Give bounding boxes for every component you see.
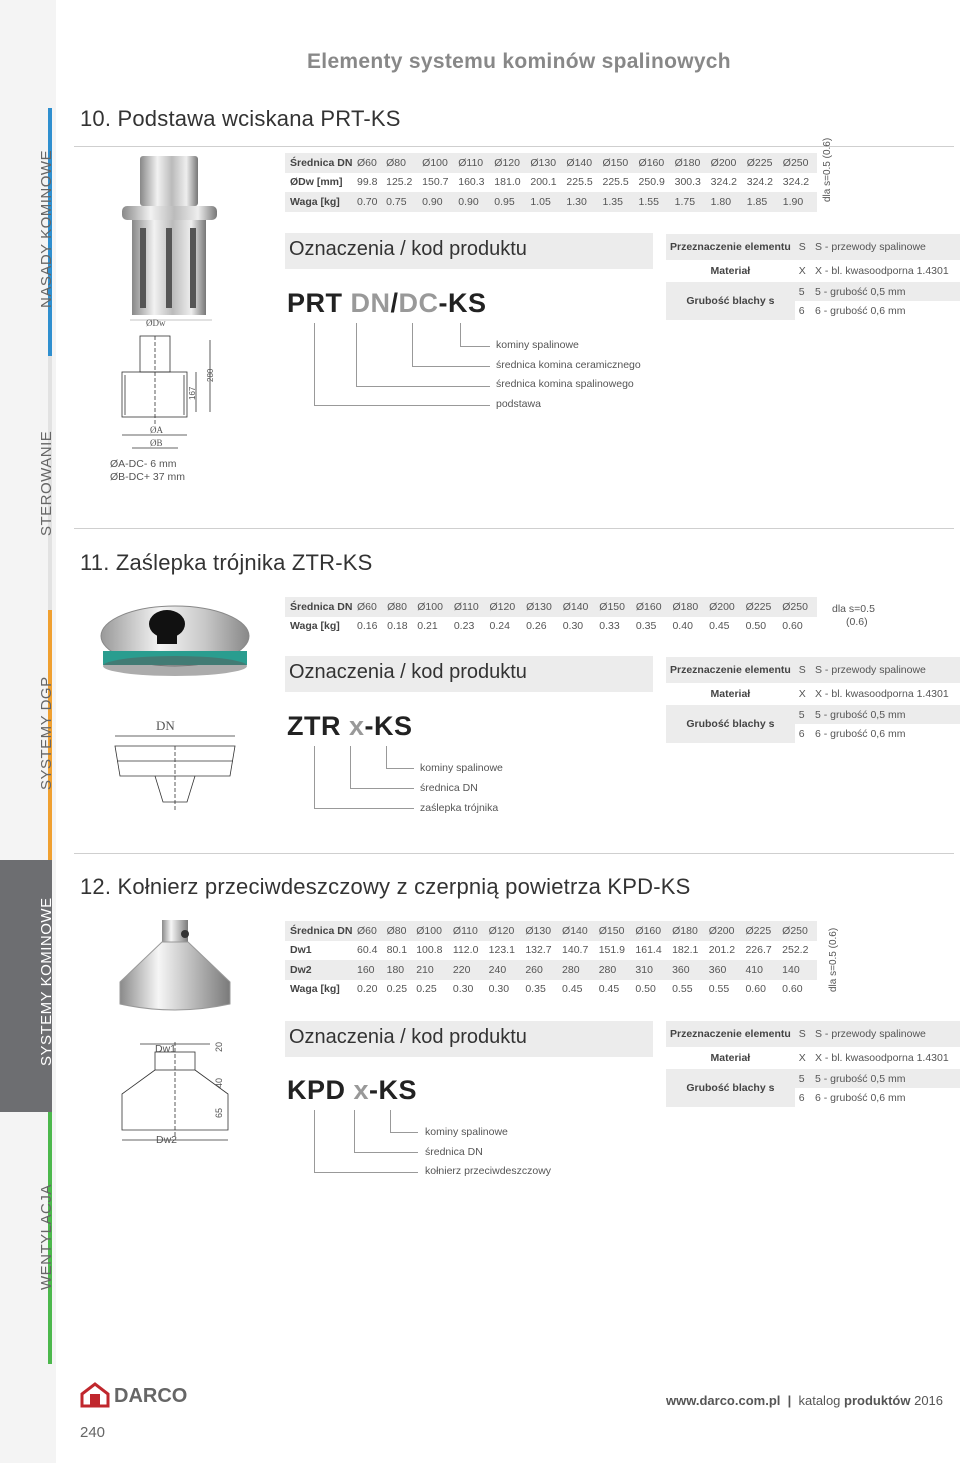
table-cell: Ø225	[744, 597, 781, 617]
table-cell: 0.26	[526, 620, 547, 633]
table-cell: Ø110	[451, 921, 487, 941]
table-cell: Ø160	[637, 153, 673, 173]
table-cell: 125.2	[386, 176, 413, 189]
table-cell: 324.2	[710, 176, 737, 189]
table-cell: 1.85	[745, 192, 781, 212]
table-cell: 324.2	[782, 176, 810, 189]
table-cell: 0.35	[525, 983, 546, 996]
table-cell: 0.16	[357, 620, 378, 633]
table-cell: 280	[597, 960, 634, 980]
table-cell: Ø100	[415, 597, 452, 617]
table-cell: Ø140	[561, 597, 598, 617]
table-cell: 0.90	[456, 192, 492, 212]
dim-dw: ØDw	[146, 318, 166, 328]
sidebar-item-sterowanie[interactable]	[0, 356, 55, 610]
row-label: Waga [kg]	[290, 983, 340, 996]
table-row	[285, 617, 817, 637]
darco-logo: DARCO	[80, 1382, 190, 1410]
table-cell: Ø150	[600, 153, 636, 173]
table-cell: 0.60	[782, 620, 803, 633]
table-cell: Ø200	[707, 597, 744, 617]
product-code-prt: PRT DN/DC-KS	[287, 288, 487, 318]
table-cell: 80.1	[386, 944, 408, 957]
table-cell: 0.70	[355, 192, 384, 212]
sidebar-item-label: SYSTEMY DGP	[38, 676, 55, 790]
sidebar-item-dgp[interactable]	[0, 610, 55, 860]
thickness-note: dla s=0.5	[832, 603, 875, 615]
table-cell: Ø160	[633, 921, 670, 941]
row-label: Waga [kg]	[285, 192, 355, 212]
section-12-title: 12. Kołnierz przeciwdeszczowy z czerpnią powietrza KPD-KS	[80, 874, 691, 899]
table-cell: 1.05	[528, 192, 564, 212]
table-cell: 225.5	[602, 176, 629, 189]
row-label: ØDw [mm]	[290, 176, 343, 189]
divider	[74, 853, 954, 854]
table-cell: 240	[487, 960, 524, 980]
footer-url[interactable]: www.darco.com.pl | katalog produktów 2016	[666, 1393, 944, 1408]
table-cell: 200.1	[530, 176, 557, 189]
table-cell: 60.4	[357, 944, 378, 957]
dim-dn: DN	[156, 718, 175, 733]
table-cell: 0.90	[420, 192, 456, 212]
row-label: Dw1	[290, 944, 312, 957]
table-cell: 0.50	[745, 620, 767, 633]
table-cell: 0.18	[387, 620, 408, 633]
page-title: Elementy systemu kominów spalinowych	[307, 50, 731, 73]
table-cell: 1.35	[600, 192, 636, 212]
table-row	[285, 173, 817, 193]
code-label: średnica DN	[425, 1146, 483, 1158]
table-cell: Ø140	[560, 921, 597, 941]
code-label: kominy spalinowe	[496, 339, 579, 351]
table-row	[285, 153, 817, 173]
spec-table-kpd	[285, 921, 817, 999]
thickness-note: dla s=0.5 (0.6)	[828, 927, 839, 992]
sidebar-item-systemy-kominowe[interactable]	[0, 860, 55, 1112]
dim-dw1: Dw1	[155, 1043, 177, 1055]
table-cell: 0.30	[562, 620, 584, 633]
table-cell: Ø120	[487, 921, 524, 941]
table-cell: 0.25	[386, 983, 408, 996]
table-cell: Ø80	[384, 153, 420, 173]
dim-a: ØA	[150, 425, 163, 435]
table-cell: 181.0	[494, 176, 521, 189]
table-cell: Ø120	[492, 153, 528, 173]
table-cell: 0.60	[782, 983, 803, 996]
row-label: Średnica DN	[285, 597, 355, 617]
table-cell: 1.80	[709, 192, 745, 212]
table-cell: Ø160	[634, 597, 671, 617]
table-cell: 280	[560, 960, 597, 980]
table-cell: 324.2	[746, 176, 774, 189]
table-cell: 112.0	[452, 944, 479, 957]
table-cell: 300.3	[674, 176, 701, 189]
row-label: Dw2	[285, 960, 355, 980]
code-heading: Oznaczenia / kod produktu	[285, 656, 653, 692]
table-cell: 0.55	[672, 983, 693, 996]
table-cell: 0.40	[672, 620, 693, 633]
table-cell: 1.90	[781, 192, 817, 212]
table-cell: 140	[780, 960, 817, 980]
table-cell: 0.45	[709, 620, 730, 633]
table-cell: 0.35	[635, 620, 657, 633]
code-label: kołnierz przeciwdeszczowy	[425, 1165, 552, 1177]
table-cell: Ø140	[564, 153, 600, 173]
table-cell: Ø130	[528, 153, 564, 173]
table-cell: 260	[523, 960, 560, 980]
code-label: średnica DN	[420, 782, 478, 794]
table-cell: 1.75	[673, 192, 709, 212]
table-cell: 360	[707, 960, 744, 980]
row-label: Waga [kg]	[290, 620, 340, 633]
table-cell: Ø130	[523, 921, 560, 941]
sidebar-item-label: STEROWANIE	[38, 430, 55, 536]
product-code-kpd: KPD x-KS	[287, 1075, 418, 1105]
page-number: 240	[80, 1424, 106, 1441]
table-cell: Ø200	[709, 153, 745, 173]
code-heading: Oznaczenia / kod produktu	[285, 233, 653, 269]
legend-ztr: Przeznaczenie elementu S S - przewody spalinowe Materiał X X - bl. kwasoodporna 1.4301 Grubość blachy s 5 5 - grubość 0,5 mm 6 6 - grubość 0,6 mm	[666, 657, 960, 743]
dim-280: 280	[206, 368, 215, 382]
code-label: średnica komina spalinowego	[496, 378, 634, 390]
table-cell: 226.7	[745, 944, 772, 957]
table-row	[285, 980, 817, 1000]
table-cell: 100.8	[416, 944, 443, 957]
table-cell: 151.9	[598, 944, 625, 957]
table-cell: Ø200	[707, 921, 744, 941]
table-cell: 160	[355, 960, 385, 980]
table-cell: 310	[633, 960, 670, 980]
table-cell: 0.24	[489, 620, 510, 633]
table-cell: Ø130	[524, 597, 561, 617]
dim-note-a: ØA-DC- 6 mm	[110, 458, 177, 470]
section-11-title: 11. Zaślepka trójnika ZTR-KS	[80, 550, 373, 575]
table-cell: 0.20	[357, 983, 378, 996]
table-cell: Ø60	[355, 921, 385, 941]
code-heading: Oznaczenia / kod produktu	[285, 1021, 653, 1057]
sidebar-item-label: SYSTEMY KOMINOWE	[38, 897, 55, 1066]
table-cell: 0.23	[453, 620, 475, 633]
table-row	[285, 921, 817, 941]
spec-table-prt	[285, 153, 817, 212]
product-code-ztr: ZTR x-KS	[287, 711, 413, 741]
table-cell: 123.1	[488, 944, 515, 957]
table-cell: Ø80	[385, 921, 415, 941]
sidebar-item-label: WENTYLACJA	[38, 1184, 55, 1290]
code-label: podstawa	[496, 398, 541, 410]
sidebar-item-label: NASADY KOMINOWE	[38, 149, 55, 308]
dim-note-b: ØB-DC+ 37 mm	[110, 471, 185, 483]
dim-dw2: Dw2	[156, 1134, 178, 1146]
row-label: Średnica DN	[285, 153, 355, 173]
table-cell: 250.9	[638, 176, 665, 189]
table-cell: 410	[743, 960, 780, 980]
thickness-note: (0.6)	[846, 616, 868, 628]
ztr-drawing	[95, 596, 255, 826]
table-cell: Ø250	[780, 921, 817, 941]
code-label: kominy spalinowe	[425, 1126, 508, 1138]
table-cell: Ø180	[670, 921, 707, 941]
spec-table-ztr	[285, 597, 817, 636]
dim-167: 167	[188, 386, 197, 400]
code-label: kominy spalinowe	[420, 762, 503, 774]
table-cell: 360	[670, 960, 707, 980]
table-cell: 225.5	[566, 176, 593, 189]
table-cell: 0.95	[492, 192, 528, 212]
table-cell: 161.4	[635, 944, 662, 957]
code-label: zaślepka trójnika	[420, 802, 499, 814]
table-cell: 132.7	[525, 944, 552, 957]
table-cell: 210	[414, 960, 451, 980]
row-label: Średnica DN	[285, 921, 355, 941]
table-cell: 0.75	[384, 192, 420, 212]
table-cell: 160.3	[458, 176, 485, 189]
table-cell: Ø250	[780, 597, 817, 617]
dim-40: 40	[214, 1077, 224, 1088]
table-cell: Ø150	[597, 921, 634, 941]
table-cell: Ø225	[745, 153, 781, 173]
table-cell: Ø110	[456, 153, 492, 173]
table-cell: Ø120	[488, 597, 525, 617]
table-cell: 0.30	[452, 983, 474, 996]
table-cell: 0.50	[635, 983, 656, 996]
table-row	[285, 597, 817, 617]
thickness-note: dla s=0.5 (0.6)	[822, 137, 833, 202]
table-cell: Ø100	[414, 921, 451, 941]
house-logo-icon	[80, 1382, 110, 1408]
table-cell: Ø250	[781, 153, 817, 173]
legend-prt: Przeznaczenie elementu S S - przewody spalinowe Materiał X X - bl. kwasoodporna 1.4301 Grubość blachy s 5 5 - grubość 0,5 mm 6 6 - grubość 0,6 mm	[666, 234, 960, 320]
table-cell: Ø180	[670, 597, 707, 617]
table-cell: 0.30	[488, 983, 510, 996]
sidebar	[0, 0, 56, 1463]
table-cell: Ø60	[355, 597, 385, 617]
sidebar-item-wentylacja[interactable]	[0, 1112, 55, 1364]
table-cell: Ø100	[420, 153, 456, 173]
table-cell: 0.33	[599, 620, 620, 633]
table-cell: 180	[385, 960, 415, 980]
divider	[74, 528, 954, 529]
table-cell: 252.2	[782, 944, 809, 957]
table-cell: Ø180	[673, 153, 709, 173]
table-cell: 220	[451, 960, 487, 980]
sidebar-item-nasady[interactable]	[0, 0, 55, 356]
table-cell: 150.7	[422, 176, 449, 189]
table-cell: 140.7	[562, 944, 589, 957]
table-cell: 0.45	[598, 983, 620, 996]
table-row	[285, 941, 817, 961]
table-cell: Ø150	[597, 597, 634, 617]
dim-b: ØB	[150, 438, 163, 448]
legend-kpd: Przeznaczenie elementu S S - przewody spalinowe Materiał X X - bl. kwasoodporna 1.4301 Grubość blachy s 5 5 - grubość 0,5 mm 6 6 - grubość 0,6 mm	[666, 1021, 960, 1107]
section-10-title: 10. Podstawa wciskana PRT-KS	[80, 106, 401, 131]
table-cell: 1.30	[564, 192, 600, 212]
table-row	[285, 960, 817, 980]
table-cell: 182.1	[672, 944, 699, 957]
table-cell: 0.60	[745, 983, 766, 996]
table-cell: Ø225	[743, 921, 780, 941]
table-cell: 0.25	[416, 983, 437, 996]
table-cell: 99.8	[357, 176, 378, 189]
code-label: średnica komina ceramicznego	[496, 359, 641, 371]
prt-drawing	[110, 150, 240, 495]
dim-65: 65	[214, 1107, 224, 1118]
table-cell: 0.55	[708, 983, 730, 996]
table-cell: Ø110	[452, 597, 488, 617]
table-cell: 0.45	[562, 983, 583, 996]
dim-20: 20	[214, 1041, 224, 1052]
table-row	[285, 192, 817, 212]
table-cell: Ø60	[355, 153, 384, 173]
table-cell: 0.21	[417, 620, 438, 633]
table-cell: Ø80	[385, 597, 415, 617]
table-cell: 201.2	[708, 944, 736, 957]
table-cell: 1.55	[637, 192, 673, 212]
